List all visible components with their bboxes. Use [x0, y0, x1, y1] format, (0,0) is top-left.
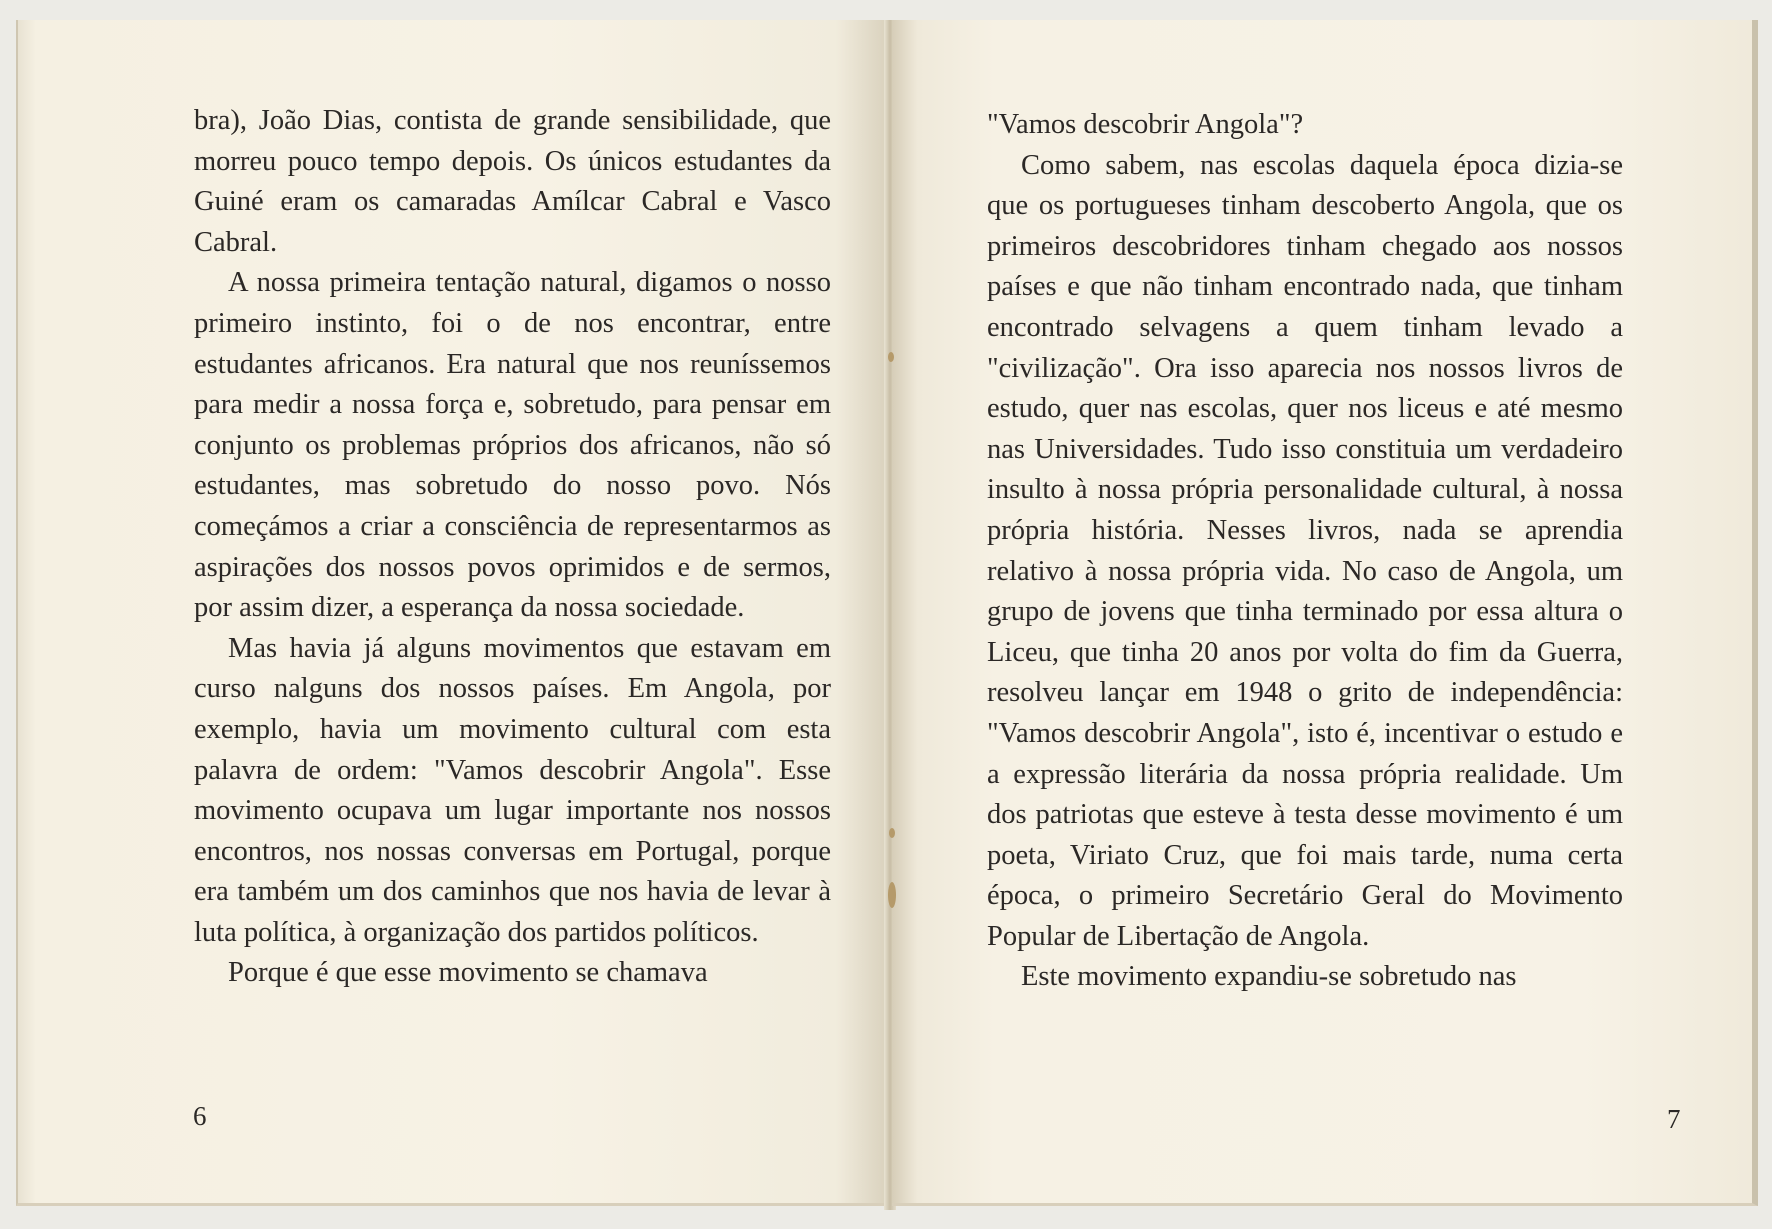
- paragraph: bra), João Dias, contista de grande sensibilidade, que morreu pouco tempo depois. Os únicos estudantes da Guiné eram os camaradas Amílcar Cabral e Vasco Cabral.: [194, 105, 831, 258]
- paragraph: Mas havia já alguns movimentos que estavam em curso nalguns dos nossos países. Em Angola, por exemplo, havia um movimento cultural com esta palavra de ordem: "Vamos descobrir Angola". Esse movimento ocupava um lugar importante nos nossos encontros, nos nossas conversas em Portugal, porque era também um dos caminhos que nos havia de levar à luta política, à organização dos partidos políticos.: [194, 632, 831, 948]
- staple-rust-mark: [888, 352, 894, 362]
- open-booklet: [16, 20, 1758, 1210]
- staple-rust-mark: [888, 882, 896, 908]
- paragraph: "Vamos descobrir Angola"?: [987, 109, 1304, 140]
- left-page-text: [194, 101, 831, 994]
- paragraph: Porque é que esse movimento se chamava: [228, 957, 708, 989]
- left-page: [16, 20, 888, 1206]
- staple-rust-mark: [889, 828, 895, 838]
- paragraph: Como sabem, nas escolas daquela época dizia-se que os portugueses tinham descoberto Angola, que os primeiros descobridores tinham chegado aos nossos países e que não tinham encontrado nada, que tinham encontrado selvagens a quem tinham levado a "civilização". Ora isso aparecia nos nossos livros de estudo, quer nas escolas, quer nos liceus e até mesmo nas Universidades. Tudo isso constituia um verdadeiro insulto à nossa própria personalidade cultural, à nossa própria história. Nesses livros, nada se aprendia relativo à nossa própria vida. No caso de Angola, um grupo de jovens que tinha terminado por essa altura o Liceu, que tinha 20 anos por volta do fim da Guerra, resolveu lançar em 1948 o grito de independência: "Vamos descobrir Angola", isto é, incentivar o estudo e a expressão literária da nossa própria realidade. Um dos patriotas que esteve à testa desse movimento é um poeta, Viriato Cruz, que foi mais tarde, numa certa época, o primeiro Secretário Geral do Movimento Popular de Libertação de Angola.: [987, 149, 1623, 952]
- right-page-text: [987, 105, 1623, 998]
- paragraph: A nossa primeira tentação natural, digamos o nosso primeiro instinto, foi o de nos encontrar, entre estudantes africanos. Era natural que nos reuníssemos para medir a nossa força e, sobretudo, para pensar em conjunto os problemas próprios dos africanos, não só estudantes, mas sobretudo do nosso povo. Nós começámos a criar a consciência de representarmos as aspirações dos nossos povos oprimidos e de sermos, por assim dizer, a esperança da nossa sociedade.: [194, 267, 831, 624]
- paragraph: Este movimento expandiu-se sobretudo nas: [1021, 961, 1517, 993]
- right-page: [892, 20, 1758, 1206]
- page-number: 7: [1667, 1104, 1681, 1134]
- page-number: 6: [193, 1101, 207, 1131]
